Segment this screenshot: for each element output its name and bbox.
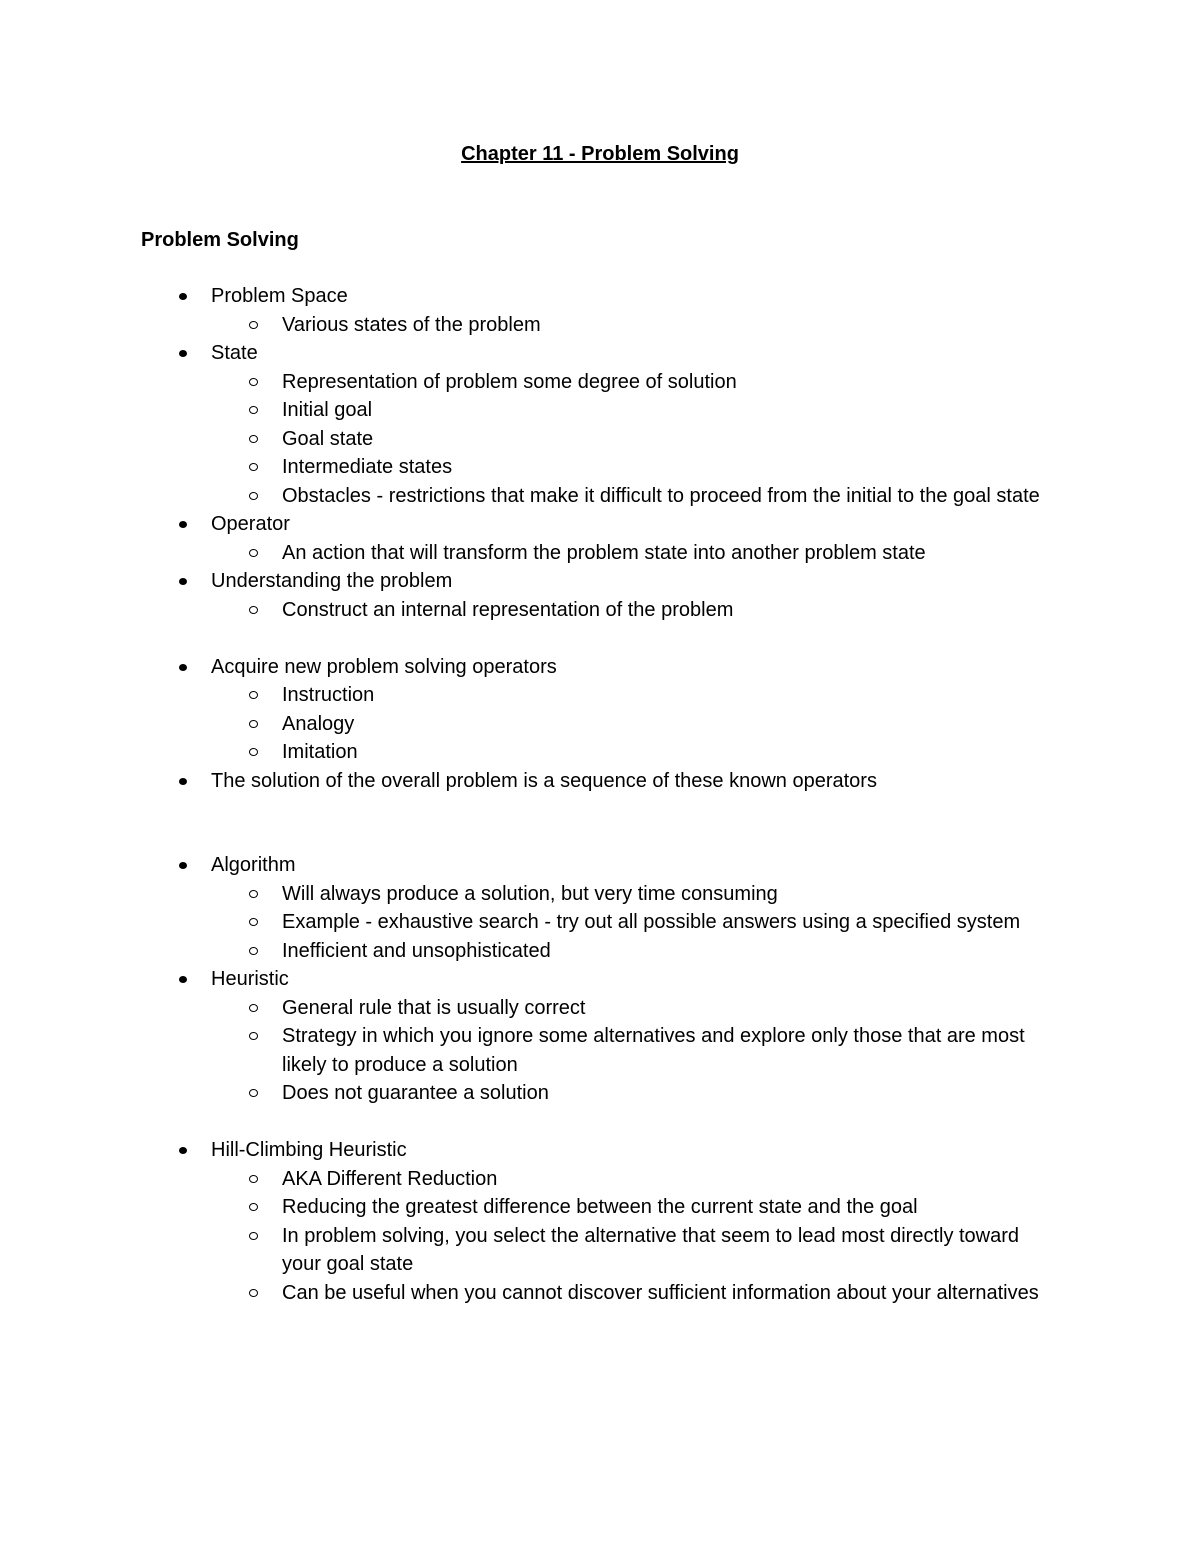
list-item	[141, 282, 1061, 339]
sub-list-item-text: Will always produce a solution, but very time consuming	[282, 882, 778, 905]
sub-list-item	[211, 937, 1061, 966]
sub-list-item-text: Instruction	[282, 684, 375, 706]
hollow-bullet-icon	[249, 1004, 258, 1012]
list-item-text: Understanding the problem	[211, 570, 453, 592]
list-item-text: Hill-Climbing Heuristic	[211, 1139, 407, 1161]
list-item	[141, 851, 1061, 965]
hollow-bullet-icon	[249, 890, 258, 898]
filled-bullet-icon	[179, 1147, 187, 1154]
sub-list-item-text: Does not guarantee a solution	[282, 1082, 549, 1104]
group-spacer	[141, 1108, 1061, 1137]
sub-list-item	[211, 311, 1061, 340]
sub-list-item	[211, 1279, 1061, 1308]
sub-list-item-text: Intermediate states	[282, 456, 453, 478]
hollow-bullet-icon	[249, 378, 258, 386]
sub-list-item-text: Imitation	[282, 741, 358, 763]
hollow-bullet-icon	[249, 1175, 258, 1183]
list-item	[141, 1136, 1061, 1307]
sub-list-item-text: An action that will transform the problem state into another problem state	[282, 541, 926, 564]
hollow-bullet-icon	[249, 720, 258, 728]
sub-list-item	[211, 425, 1061, 454]
sub-list-item-text: Goal state	[282, 427, 374, 450]
sub-list-item-text: Construct an internal representation of the problem	[282, 598, 734, 621]
sub-list-item-text: Can be useful when you cannot discover sufficient information about your alternatives	[282, 1281, 1039, 1304]
sub-list-item	[211, 453, 1061, 482]
filled-bullet-icon	[179, 862, 187, 869]
sub-list-item	[211, 1022, 1061, 1079]
sub-list-item	[211, 738, 1061, 767]
sub-list-item-text: Reducing the greatest difference between the current state and the goal	[282, 1196, 918, 1218]
filled-bullet-icon	[179, 976, 187, 983]
sub-list	[211, 1165, 1061, 1308]
list-item-text: Problem Space	[211, 285, 348, 307]
sub-list-item-text: Representation of problem some degree of solution	[282, 370, 737, 393]
sub-list	[211, 368, 1061, 511]
hollow-bullet-icon	[249, 1289, 258, 1297]
sub-list-item-text: Obstacles - restrictions that make it difficult to proceed from the initial to the goal state	[282, 484, 1040, 507]
filled-bullet-icon	[179, 664, 187, 671]
sub-list-item	[211, 596, 1061, 625]
hollow-bullet-icon	[249, 492, 258, 500]
sub-list-item-text: General rule that is usually correct	[282, 996, 586, 1019]
sub-list-item	[211, 368, 1061, 397]
sub-list-item-text: Example - exhaustive search - try out all possible answers using a specified system	[282, 911, 1021, 933]
page-title: Chapter 11 - Problem Solving	[461, 143, 739, 165]
sub-list-item	[211, 880, 1061, 909]
sub-list-item	[211, 994, 1061, 1023]
hollow-bullet-icon	[249, 435, 258, 443]
hollow-bullet-icon	[249, 1232, 258, 1240]
hollow-bullet-icon	[249, 549, 258, 557]
sub-list-item	[211, 681, 1061, 710]
sub-list	[211, 539, 1061, 568]
group-spacer	[141, 795, 1061, 851]
hollow-bullet-icon	[249, 321, 258, 329]
hollow-bullet-icon	[249, 1032, 258, 1040]
sub-list-item-text: In problem solving, you select the alternative that seem to lead most directly toward your goal state	[282, 1224, 1020, 1275]
sub-list	[211, 596, 1061, 625]
sub-list	[211, 681, 1061, 767]
sub-list-item-text: Initial goal	[282, 399, 373, 421]
list-item-text: Operator	[211, 513, 290, 535]
sub-list-item-text: Inefficient and unsophisticated	[282, 939, 551, 962]
sub-list-item-text: Strategy in which you ignore some alternatives and explore only those that are most likely to produce a solution	[282, 1025, 1025, 1076]
section-heading: Problem Solving	[141, 229, 299, 251]
hollow-bullet-icon	[249, 463, 258, 471]
list-item	[141, 965, 1061, 1108]
outline-list	[141, 282, 1061, 1307]
list-item-text: The solution of the overall problem is a sequence of these known operators	[211, 769, 877, 792]
group-spacer	[141, 624, 1061, 653]
sub-list-item-text: Various states of the problem	[282, 313, 541, 336]
sub-list-item	[211, 710, 1061, 739]
list-item	[141, 510, 1061, 567]
sub-list-item	[211, 539, 1061, 568]
list-item	[141, 339, 1061, 510]
filled-bullet-icon	[179, 350, 187, 357]
list-item-text: Heuristic	[211, 968, 289, 990]
hollow-bullet-icon	[249, 606, 258, 614]
sub-list	[211, 994, 1061, 1108]
filled-bullet-icon	[179, 521, 187, 528]
sub-list-item	[211, 396, 1061, 425]
hollow-bullet-icon	[249, 918, 258, 926]
hollow-bullet-icon	[249, 748, 258, 756]
hollow-bullet-icon	[249, 406, 258, 414]
hollow-bullet-icon	[249, 691, 258, 699]
list-item-text: State	[211, 342, 258, 364]
sub-list-item	[211, 1222, 1061, 1279]
sub-list-item	[211, 482, 1061, 511]
filled-bullet-icon	[179, 293, 187, 300]
hollow-bullet-icon	[249, 1203, 258, 1211]
list-item	[141, 653, 1061, 767]
list-item-text: Acquire new problem solving operators	[211, 655, 557, 678]
sub-list-item-text: Analogy	[282, 712, 355, 735]
sub-list-item	[211, 1193, 1061, 1222]
filled-bullet-icon	[179, 778, 187, 785]
sub-list-item	[211, 1165, 1061, 1194]
sub-list	[211, 311, 1061, 340]
sub-list-item	[211, 908, 1061, 937]
list-item-text: Algorithm	[211, 854, 296, 876]
hollow-bullet-icon	[249, 1089, 258, 1097]
filled-bullet-icon	[179, 578, 187, 585]
list-item	[141, 567, 1061, 624]
sub-list-item-text: AKA Different Reduction	[282, 1167, 498, 1190]
sub-list	[211, 880, 1061, 966]
hollow-bullet-icon	[249, 947, 258, 955]
list-item	[141, 767, 1061, 796]
sub-list-item	[211, 1079, 1061, 1108]
